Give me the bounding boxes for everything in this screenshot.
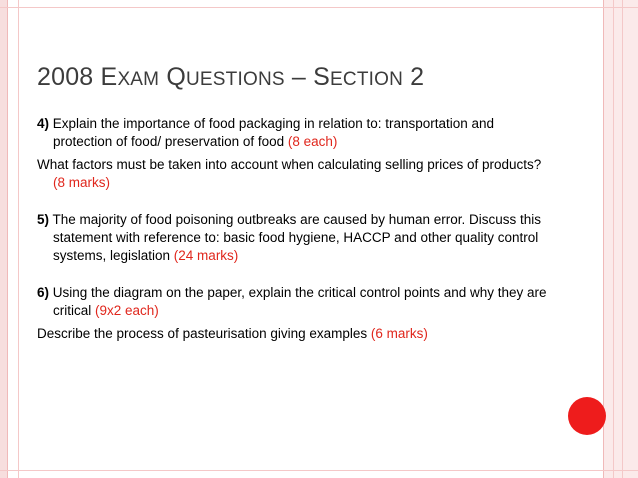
question-number: 4) xyxy=(37,116,50,131)
question-number: 6) xyxy=(37,285,50,300)
left-border-band xyxy=(0,0,7,478)
question-text: The majority of food poisoning outbreaks are caused by human error. Discuss this statement with reference to: basic food hygiene, HACCP and other quality control systems, legislation xyxy=(49,212,542,263)
top-frame-line xyxy=(0,7,638,8)
question-number: 5) xyxy=(37,212,50,227)
questions-list xyxy=(37,115,557,343)
right-border-band xyxy=(603,0,638,478)
right-frame-line-outer xyxy=(622,0,623,478)
right-frame-line-inner xyxy=(613,0,614,478)
slide-title: 2008 EXAM QUESTIONS – SECTION 2 xyxy=(37,63,425,91)
question-text: Explain the importance of food packaging in relation to: transportation and protection of food/ preservation of food xyxy=(49,116,495,149)
left-frame-line xyxy=(7,0,8,478)
question-marks: (6 marks) xyxy=(370,326,428,341)
question-marks: (8 marks) xyxy=(53,175,110,190)
left-frame-line-inner xyxy=(18,0,19,478)
question-5 xyxy=(37,211,557,265)
question-marks: (8 each) xyxy=(287,134,338,149)
question-text: Using the diagram on the paper, explain the critical control points and why they are critical xyxy=(49,285,547,318)
bottom-frame-line xyxy=(0,470,638,471)
question-4-part-b xyxy=(37,156,557,192)
question-marks: (9x2 each) xyxy=(95,303,159,318)
question-4 xyxy=(37,115,557,151)
question-text: Describe the process of pasteurisation giving examples xyxy=(37,326,371,341)
question-text: What factors must be taken into account when calculating selling prices of products? xyxy=(37,157,542,172)
question-6-part-b xyxy=(37,325,557,343)
red-circle-decoration xyxy=(568,397,606,435)
question-marks: (24 marks) xyxy=(173,248,239,263)
question-6 xyxy=(37,284,557,320)
